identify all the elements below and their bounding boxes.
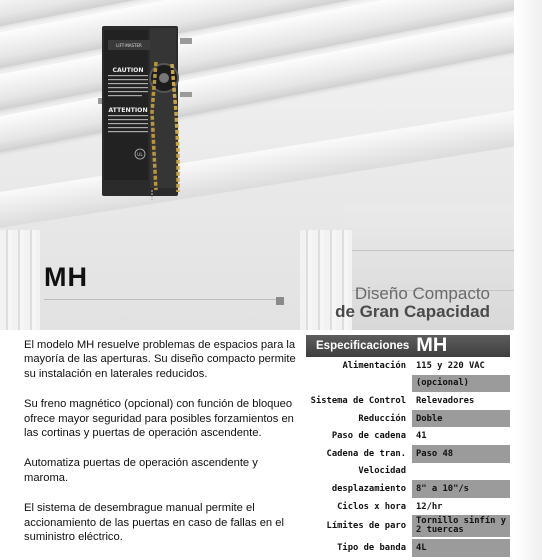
specifications-table	[306, 335, 510, 557]
spec-row	[306, 375, 510, 393]
spec-value: 12/hr	[416, 501, 443, 512]
spec-row	[306, 539, 510, 557]
spec-value: 115 y 220 VAC	[416, 360, 485, 371]
spec-key: Sistema de Control	[310, 395, 406, 406]
spec-row	[306, 392, 510, 410]
spec-key: Límites de paro	[306, 521, 412, 531]
attention-label: ATTENTION	[108, 107, 148, 114]
spec-key: Velocidad	[358, 466, 406, 477]
spec-key: desplazamiento	[306, 484, 412, 494]
spec-value: Relevadores	[416, 395, 475, 406]
description-paragraph: El sistema de desembrague manual permite el accionamiento de las puertas en caso de fallas en el suministro eléctrico.	[24, 502, 284, 544]
spec-value: Doble	[412, 410, 510, 428]
motor-operator-image	[98, 22, 192, 200]
tagline-line1: Diseño Compacto	[354, 284, 490, 303]
spec-value	[412, 463, 510, 481]
spec-row	[306, 357, 510, 375]
page-edge	[514, 0, 542, 560]
fluted-column	[0, 230, 40, 330]
spec-value: 41	[416, 431, 427, 442]
specifications-header-model: MH	[416, 335, 448, 356]
ul-mark: UL	[137, 153, 143, 158]
description-paragraph: El modelo MH resuelve problemas de espacios para la mayoría de las aperturas. Su diseño compacto permite su instalación en laterales reducidos.	[24, 339, 296, 380]
specifications-header-label: Especificaciones	[316, 340, 410, 352]
spec-value: (opcional)	[412, 375, 510, 393]
product-name: MH	[44, 262, 88, 292]
description-paragraph: Automatiza puertas de operación ascendente y maroma.	[24, 457, 258, 484]
spec-key: Alimentación	[342, 360, 406, 371]
spec-key: Reducción	[306, 414, 412, 424]
spec-row	[306, 498, 510, 516]
spec-row	[306, 480, 510, 498]
caution-label: CAUTION	[112, 67, 144, 74]
spec-key: Cadena de tran.	[306, 449, 412, 459]
spec-row	[306, 427, 510, 445]
product-description	[24, 338, 296, 560]
spec-row	[306, 515, 510, 537]
spec-row	[306, 410, 510, 428]
spec-value: Paso 48	[412, 445, 510, 463]
description-paragraph: Su freno magnético (opcional) con función de bloqueo ofrece mayor seguridad para posibles forzamientos en las cortinas y puertas de operación ascendente.	[24, 398, 294, 440]
door-panel-line	[350, 250, 514, 251]
tagline-line2: de Gran Capacidad	[335, 302, 490, 321]
spec-key: Ciclos x hora	[337, 501, 406, 512]
spec-key: Tipo de banda	[306, 543, 412, 553]
specifications-header	[306, 335, 510, 357]
title-divider	[44, 299, 278, 300]
spec-value: 8" a 10"/s	[412, 480, 510, 498]
brand-label: LIFT-MASTER	[116, 43, 142, 48]
spec-row	[306, 463, 510, 481]
spec-value: 4L	[412, 539, 510, 557]
spec-key: Paso de cadena	[331, 431, 406, 442]
spec-row	[306, 445, 510, 463]
divider-square	[276, 297, 284, 305]
spec-value: Tornillo sinfín y 2 tuercas	[412, 515, 510, 537]
